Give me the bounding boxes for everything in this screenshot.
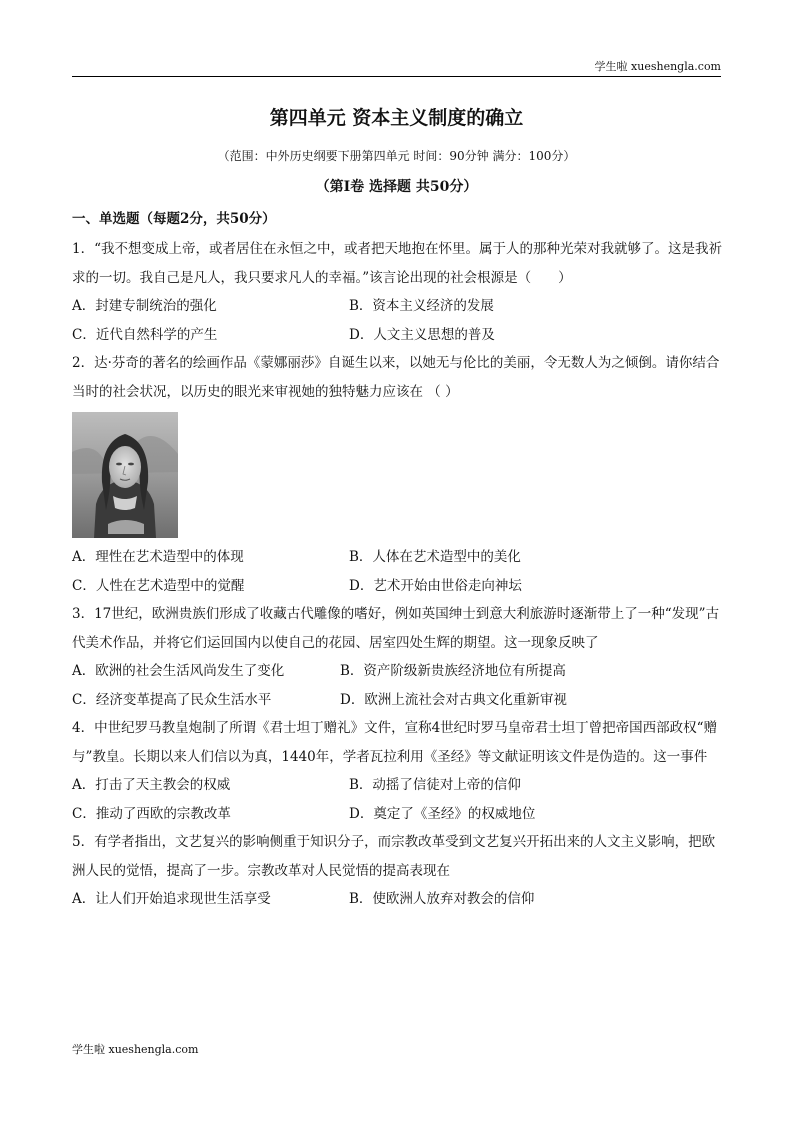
question-stem: 3．17世纪，欧洲贵族们形成了收藏古代雕像的嗜好，例如英国绅士到意大利旅游时逐渐带上了一种“发现”古代美术作品，并将它们运回国内以使自己的花园、居室四处生辉的期望。这一现象反映了	[72, 606, 720, 651]
option-a: A．让人们开始追求现世生活享受	[72, 891, 271, 907]
question-stem: 1．“我不想变成上帝，或者居住在永恒之中，或者把天地抱在怀里。属于人的那种光荣对我就够了。这是我祈求的一切。我自己是凡人，我只要求凡人的幸福。”该言论出现的社会根源是（ ）	[72, 241, 722, 286]
footer-site-text: 学生啦 xueshengla.com	[72, 1043, 199, 1056]
page-title: 第四单元 资本主义制度的确立	[269, 107, 524, 129]
question-stem: 4．中世纪罗马教皇炮制了所谓《君士坦丁赠礼》文件，宣称4世纪时罗马皇帝君士坦丁曾把帝国西部政权“赠与”教皇。长期以来人们信以为真，1440年，学者瓦拉利用《圣经》等文献证明该文件是伪造的。这一事件	[72, 720, 718, 765]
option-d: D．欧洲上流社会对古典文化重新审视	[340, 691, 567, 708]
header-divider	[72, 76, 721, 77]
question-stem: 5．有学者指出，文艺复兴的影响侧重于知识分子，而宗教改革受到文艺复兴开拓出来的人文主义影响，把欧洲人民的觉悟，提高了一步。宗教改革对人民觉悟的提高表现在	[72, 834, 716, 879]
option-d: D．奠定了《圣经》的权威地位	[349, 805, 536, 822]
option-c: C．人性在艺术造型中的觉醒	[72, 577, 245, 594]
option-d: D．艺术开始由世俗走向神坛	[349, 577, 522, 594]
option-a: A．打击了天主教会的权威	[72, 777, 231, 793]
option-b: B．资本主义经济的发展	[349, 298, 494, 314]
option-grid	[72, 657, 722, 714]
portrait-image	[72, 412, 178, 538]
option-a: A．欧洲的社会生活风尚发生了变化	[72, 663, 285, 679]
option-grid	[72, 543, 722, 600]
volume-heading: （第Ⅰ卷 选择题 共50分）	[315, 179, 478, 195]
question-2	[72, 349, 722, 600]
question-3	[72, 600, 722, 714]
question-stem: 2．达·芬奇的著名的绘画作品《蒙娜丽莎》自诞生以来，以她无与伦比的美丽，令无数人为之倾倒。请你结合当时的社会状况，以历史的眼光来审视她的独特魅力应该在 （ ）	[72, 355, 720, 400]
option-grid	[72, 885, 722, 914]
option-b: B．使欧洲人放弃对教会的信仰	[349, 891, 535, 907]
header-site-text: 学生啦 xueshengla.com	[594, 60, 721, 73]
question-1	[72, 235, 722, 349]
option-a: A．封建专制统治的强化	[72, 298, 217, 314]
option-b: B．人体在艺术造型中的美化	[349, 549, 521, 565]
option-c: C．近代自然科学的产生	[72, 326, 218, 343]
option-b: B．动摇了信徒对上帝的信仰	[349, 777, 521, 793]
option-d: D．人文主义思想的普及	[349, 326, 495, 343]
question-4	[72, 714, 722, 828]
option-a: A．理性在艺术造型中的体现	[72, 549, 244, 565]
option-grid	[72, 292, 722, 349]
question-list	[72, 235, 722, 914]
option-grid	[72, 771, 722, 828]
exam-scope: （范围：中外历史纲要下册第四单元 时间：90分钟 满分：100分）	[217, 149, 576, 163]
option-c: C．推动了西欧的宗教改革	[72, 805, 231, 822]
question-5	[72, 828, 722, 914]
mona-lisa-portrait-icon	[72, 412, 178, 538]
option-b: B．资产阶级新贵族经济地位有所提高	[340, 663, 566, 679]
option-c: C．经济变革提高了民众生活水平	[72, 691, 272, 708]
section-heading: 一、单选题（每题2分，共50分）	[72, 211, 276, 227]
